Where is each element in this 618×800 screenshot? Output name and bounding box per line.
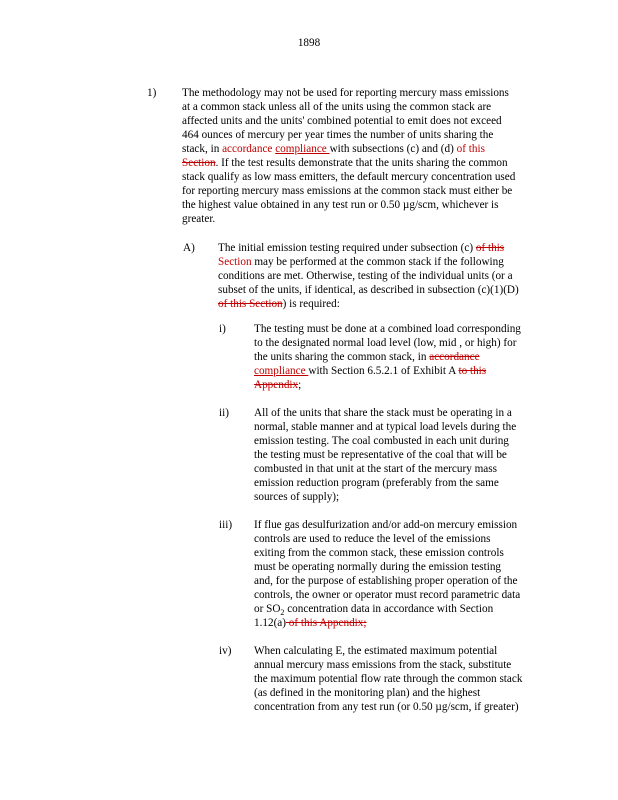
deleted-text: Section bbox=[182, 157, 216, 169]
inserted-text: Section bbox=[218, 256, 252, 268]
text-line: stack, in accordance compliance with subsections (c) and (d) of this bbox=[182, 143, 485, 155]
inserted-text: accordance bbox=[222, 143, 276, 155]
deleted-text: of this Section bbox=[218, 298, 283, 310]
text-line: stack qualify as low mass emitters, the default mercury concentration used bbox=[182, 171, 516, 183]
paragraph-text bbox=[254, 518, 554, 630]
deleted-text: to this bbox=[458, 365, 487, 377]
list-marker: i) bbox=[219, 323, 226, 335]
text-line: or $SO_2$ concentration data in accordance with Section bbox=[254, 603, 494, 618]
paragraph-text bbox=[218, 241, 548, 311]
text-line: the units sharing the common stack, in accordance bbox=[254, 351, 480, 363]
page-number: 1898 bbox=[297, 37, 321, 49]
text-line: and, for the purpose of establishing proper operation of the bbox=[254, 575, 518, 587]
inserted-text: of this bbox=[456, 143, 485, 155]
paragraph-text bbox=[254, 406, 554, 504]
text-line: subset of the units, if identical, as described in subsection (c)(1)(D) bbox=[218, 284, 519, 296]
text-line: (as defined in the monitoring plan) and the highest bbox=[254, 687, 481, 699]
text-line: The initial emission testing required under subsection (c) of this bbox=[218, 242, 505, 254]
inserted-text: compliance bbox=[275, 143, 330, 155]
text-line: Section may be performed at the common stack if the following bbox=[218, 256, 504, 268]
list-marker: iv) bbox=[219, 645, 232, 657]
text-line: compliance with Section 6.5.2.1 of Exhibit A to this bbox=[254, 365, 487, 377]
text-line: the highest value obtained in any test run or 0.50 µg/scm, whichever is bbox=[182, 199, 499, 211]
text-line: Section. If the test results demonstrate that the units sharing the common bbox=[182, 157, 508, 169]
list-marker: 1) bbox=[147, 87, 157, 99]
deleted-text: accordance bbox=[429, 351, 480, 363]
text-line: at a common stack unless all of the units using the common stack are bbox=[182, 101, 492, 113]
inserted-text: compliance bbox=[254, 365, 309, 377]
text-line: 1.12(a) of this Appendix; bbox=[254, 617, 367, 629]
text-line: controls are used to reduce the level of the emissions bbox=[254, 533, 491, 545]
text-line: greater. bbox=[182, 213, 216, 225]
text-line: emission reduction program (preferably from the same bbox=[254, 477, 499, 489]
text-line: for reporting mercury mass emissions at the common stack must either be bbox=[182, 185, 513, 197]
text-line: must be operating normally during the emission testing bbox=[254, 561, 502, 573]
text-line: exiting from the common stack, these emission controls bbox=[254, 547, 504, 559]
text-line: normal, stable manner and at typical load levels during the bbox=[254, 421, 517, 433]
text-line: combusted in that unit at the start of the mercury mass bbox=[254, 463, 497, 475]
text-line: Appendix; bbox=[254, 379, 302, 391]
text-line: emission testing. The coal combusted in each unit during bbox=[254, 435, 509, 447]
text-line: The testing must be done at a combined load corresponding bbox=[254, 323, 521, 335]
paragraph-text bbox=[182, 86, 552, 226]
deleted-text: Appendix bbox=[254, 379, 299, 391]
text-line: conditions are met. Otherwise, testing of the individual units (or a bbox=[218, 270, 513, 282]
text-line: If flue gas desulfurization and/or add-on mercury emission bbox=[254, 519, 518, 531]
text-line: the testing must be representative of the coal that will be bbox=[254, 449, 507, 461]
text-line: annual mercury mass emissions from the stack, substitute bbox=[254, 659, 512, 671]
paragraph-text bbox=[254, 644, 554, 714]
list-marker: A) bbox=[183, 242, 195, 254]
deleted-text: of this bbox=[475, 242, 505, 254]
text-line: the maximum potential flow rate through the common stack bbox=[254, 673, 523, 685]
text-line: controls, the owner or operator must record parametric data bbox=[254, 589, 521, 601]
text-line: of this Section) is required: bbox=[218, 298, 340, 310]
text-line: The methodology may not be used for reporting mercury mass emissions bbox=[182, 87, 509, 99]
text-line: When calculating E, the estimated maximum potential bbox=[254, 645, 498, 657]
text-line: 464 ounces of mercury per year times the number of units sharing the bbox=[182, 129, 494, 141]
deleted-text: of this Appendix bbox=[286, 617, 364, 629]
text-line: concentration from any test run (or 0.50 µg/scm, if greater) bbox=[254, 701, 519, 713]
text-line: sources of supply); bbox=[254, 491, 340, 503]
text-line: to the designated normal load level (low, mid , or high) for bbox=[254, 337, 517, 349]
text-line: affected units and the units' combined potential to emit does not exceed bbox=[182, 115, 502, 127]
list-marker: iii) bbox=[219, 519, 233, 531]
list-marker: ii) bbox=[219, 407, 229, 419]
text-line: All of the units that share the stack must be operating in a bbox=[254, 407, 512, 419]
paragraph-text bbox=[254, 322, 554, 392]
